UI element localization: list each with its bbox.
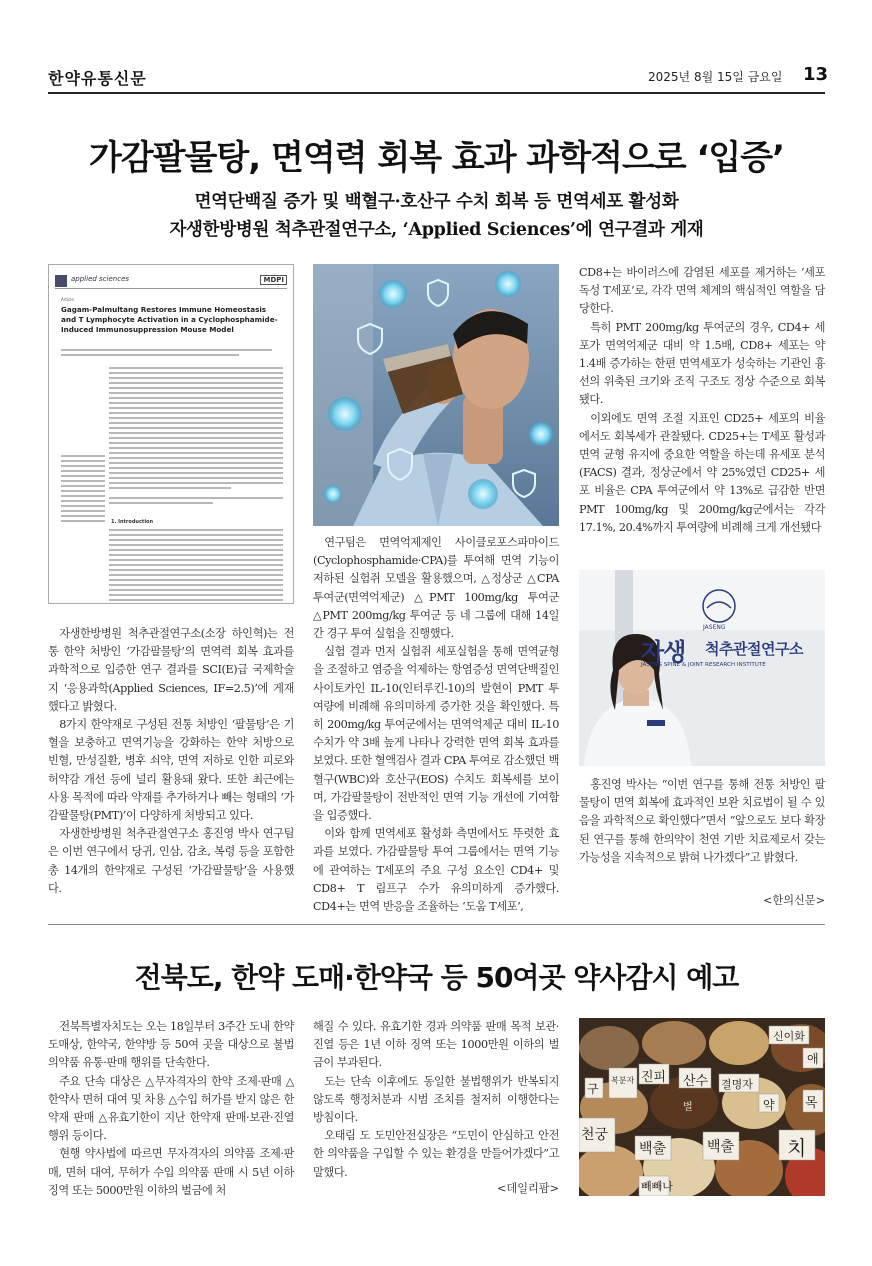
article1-source-credit: <한의신문> (763, 894, 825, 907)
herb-label: 복분자 (611, 1076, 635, 1085)
article1-paragraph: CD8+는 바이러스에 감염된 세포를 제거하는 ‘세포독성 T세포’로, 각각 면역 체계의 핵심적인 역할을 담당한다. (579, 266, 825, 316)
herb-label: 벌 (683, 1102, 693, 1113)
journal-body-lines (109, 529, 283, 604)
emblem-label: JASENG (703, 624, 726, 631)
photo-researcher-portrait (579, 570, 825, 766)
article1-paragraph: 실험 결과 먼저 실험쥐 세포실험을 통해 면역균형을 조절하고 염증을 억제하는 항염증성 면역단백질인 사이토카인 IL-10(인터루킨-10)의 발현이 PMT 투여량에 비례해 유의미하게 증가한 것을 확인했다. 특히 200mg/kg 투여군에서는 면역억제군 대비 IL-10 수치가 약 3배 높게 나타나 강력한 면역 회복 효과를 보였다. 또한 혈액검사 결과 CPA 투여로 감소했던 백혈구(WBC)와 호산구(EOS) 수치도 회복세를 보이며, 가감팔물탕이 전반적인 면역 기능 개선에 기여함을 입증했다. (313, 645, 559, 823)
herb-label: 빼빼나 (641, 1180, 673, 1193)
article1-paragraph: 자생한방병원 척추관절연구소 홍진영 박사 연구팀은 이번 연구에서 당귀, 인삼, 감초, 복령 등을 포함한 총 14개의 한약재로 구성된 ‘가감팔물탕’을 사용했다. (48, 827, 294, 895)
masthead: 한약유통신문 (48, 69, 147, 88)
herb-label: 신이화 (773, 1030, 805, 1043)
journal-keywords-lines (109, 497, 283, 507)
institute-name-english: JASENG SPINE & JOINT RESEARCH INSTITUTE (641, 662, 766, 668)
article1-paragraph: 8가지 한약재로 구성된 전통 처방인 ‘팔물탕’은 기혈을 보충하고 면역기능을 강화하는 한약 처방으로 빈혈, 만성질환, 병후 쇠약, 면역 저하로 인한 피로와 허약감 개선 등에 널리 활용돼 왔다. 또한 최근에는 사용 목적에 따라 약재를 추가하거나 빼는 형태의 ‘가감팔물탕(PMT)’이 다양하게 처방되고 있다. (48, 718, 294, 823)
journal-abstract-lines (109, 367, 283, 492)
article2-source-credit: <데일리팜> (497, 1182, 559, 1195)
article1-column-3-continued (579, 776, 825, 867)
article2-column-2 (313, 1018, 559, 1182)
herb-label: 구 (587, 1082, 599, 1096)
article-divider (48, 924, 825, 925)
herb-label: 결명자 (721, 1078, 753, 1091)
journal-article-title: Gagam-Palmultang Restores Immune Homeostasis and T Lymphocyte Activation in a Cyclophosphamide-Induced Immunosuppression Mouse Model (61, 305, 278, 334)
publisher-logo: MDPI (260, 275, 287, 285)
page-number: 13 (803, 64, 829, 85)
herb-label: 천궁 (581, 1127, 609, 1143)
herb-label: 목 (805, 1096, 818, 1111)
article1-headline: 가감팔물탕, 면역력 회복 효과 과학적으로 ‘입증’ (89, 138, 784, 178)
article2-paragraph: 도는 단속 이후에도 동일한 불법행위가 반복되지 않도록 행정처분과 시범 조치를 철저히 이행한다는 방침이다. (313, 1074, 559, 1125)
journal-section-heading: 1. Introduction (111, 519, 154, 525)
article2-paragraph: 전북특별자치도는 오는 18일부터 3주간 도내 한약 도매상, 한약국, 한약방 등 50여 곳을 대상으로 불법 의약품 유통·판매 행위를 단속한다. (48, 1020, 294, 1070)
article1-subhead-2: 자생한방병원 척추관절연구소, ‘Applied Sciences’에 연구결과 게재 (169, 220, 704, 240)
journal-name: applied sciences (71, 275, 130, 283)
article1-column-3 (579, 264, 825, 537)
herb-label: 백출 (639, 1141, 667, 1157)
herb-label: 백출 (707, 1139, 735, 1155)
institute-name: 척추관절연구소 (705, 640, 803, 658)
article1-paragraph: 자생한방병원 척추관절연구소(소장 하인혁)는 전통 한약 처방인 ‘가감팔물탕’의 면역력 회복 효과를 과학적으로 입증한 연구 결과를 SCI(E)급 국제학술지 ‘응용과학(Applied Sciences, IF=2.5)’에 게재했다고 밝혔다. (48, 627, 294, 713)
journal-author-lines (61, 349, 283, 359)
herb-label: 치 (787, 1136, 807, 1160)
article1-paragraph: 이외에도 면역 조절 지표인 CD25+ 세포의 비율에서도 회복세가 관찰됐다. CD25+는 T세포 활성과 면역 균형 유지에 중요한 역할을 하는데 유세포 분석(FACS) 결과, 정상군에서 약 25%였던 CD25+ 세포 비율은 CPA 투여군에서 약 13%로 급감한 반면 PMT 100mg/kg 및 200mg/kg군에서는 각각 17.1%, 20.4%까지 투여량에 비례해 크게 개선됐다 (579, 411, 825, 534)
article1-paragraph: 특히 PMT 200mg/kg 투여군의 경우, CD4+ 세포가 면역억제군 대비 약 1.5배, CD8+ 세포는 약 1.4배 증가하는 한편 면역세포가 성숙하는 기관인 흉선의 위축된 크기와 조직 구조도 정상 수준으로 회복됐다. (579, 320, 825, 407)
herb-label: 애 (807, 1052, 819, 1066)
article1-paragraph: 연구팀은 면역억제제인 사이클로포스파마이드(Cyclophosphamide·CPA)를 투여해 면역 기능이 저하된 실험쥐 모델을 활용했으며, △정상군 △CPA 투여군(면역억제군) △PMT 100mg/kg 투여군 △PMT 200mg/kg 투여군 등 네 그룹에 대해 14일간 경구 투여 실험을 진행했다. (313, 536, 559, 641)
herb-label: 산수 (683, 1074, 709, 1089)
issue-date: 2025년 8월 15일 금요일 (648, 70, 783, 84)
journal-sidebar-lines (61, 455, 105, 525)
article2-column-1 (48, 1018, 294, 1200)
article2-paragraph: 오태림 도 도민안전실장은 “도민이 안심하고 안전한 의약품을 구입할 수 있는 환경을 만들어가겠다”고 말했다. (313, 1129, 559, 1179)
herb-label: 진피 (641, 1070, 667, 1085)
article2-paragraph: 현행 약사법에 따르면 무자격자의 의약품 조제·판매, 면허 대여, 무허가 수입 의약품 판매 시 5년 이하 징역 또는 5000만원 이하의 벌금에 처 (48, 1147, 294, 1197)
photo-herbal-market (579, 1018, 825, 1196)
header-rule (48, 92, 825, 94)
journal-logo-icon (55, 275, 67, 287)
article2-paragraph: 주요 단속 대상은 △무자격자의 한약 조제·판매 △한약사 면허 대여 및 차용 △수입 허가를 받지 않은 한약재 판매 △유효기한이 지난 한약재 판매·보관·진열 행위 등이다. (48, 1074, 294, 1143)
article1-subhead-1: 면역단백질 증가 및 백혈구·호산구 수치 회복 등 면역세포 활성화 (194, 192, 679, 212)
herb-label: 약 (763, 1098, 775, 1112)
journal-article-image (48, 264, 294, 604)
article1-paragraph: 이와 함께 면역세포 활성화 측면에서도 뚜렷한 효과를 보였다. 가감팔물탕 투여 그룹에서는 면역 기능에 관여하는 T세포의 주요 구성 요소인 CD4+ 및 CD8+ T 림프구 수가 유의미하게 증가했다. CD4+는 면역 반응을 조율하는 ‘도움 T세포’, (313, 827, 559, 914)
article1-column-1 (48, 625, 294, 898)
article2-headline: 전북도, 한약 도매·한약국 등 50여곳 약사감시 예고 (134, 961, 739, 994)
article1-quote-paragraph: 홍진영 박사는 “이번 연구를 통해 전통 처방인 팔물탕이 면역 회복에 효과적인 보완 치료법이 될 수 있음을 과학적으로 확인했다”면서 “앞으로도 보다 확장된 연구를 통해 한의약이 천연 기반 치료제로서 갖는 가능성을 지속적으로 밝혀 나가겠다”고 밝혔다. (579, 778, 825, 864)
photo-man-drinking-herbal-medicine (313, 264, 559, 526)
journal-article-type: Article (61, 297, 74, 302)
article2-paragraph: 해질 수 있다. 유효기한 경과 의약품 판매 목적 보관·진열 등은 1년 이하 징역 또는 1000만원 이하의 벌금이 부과된다. (313, 1020, 559, 1070)
article1-column-2 (313, 534, 559, 916)
institute-brand: 자생 (641, 638, 686, 666)
